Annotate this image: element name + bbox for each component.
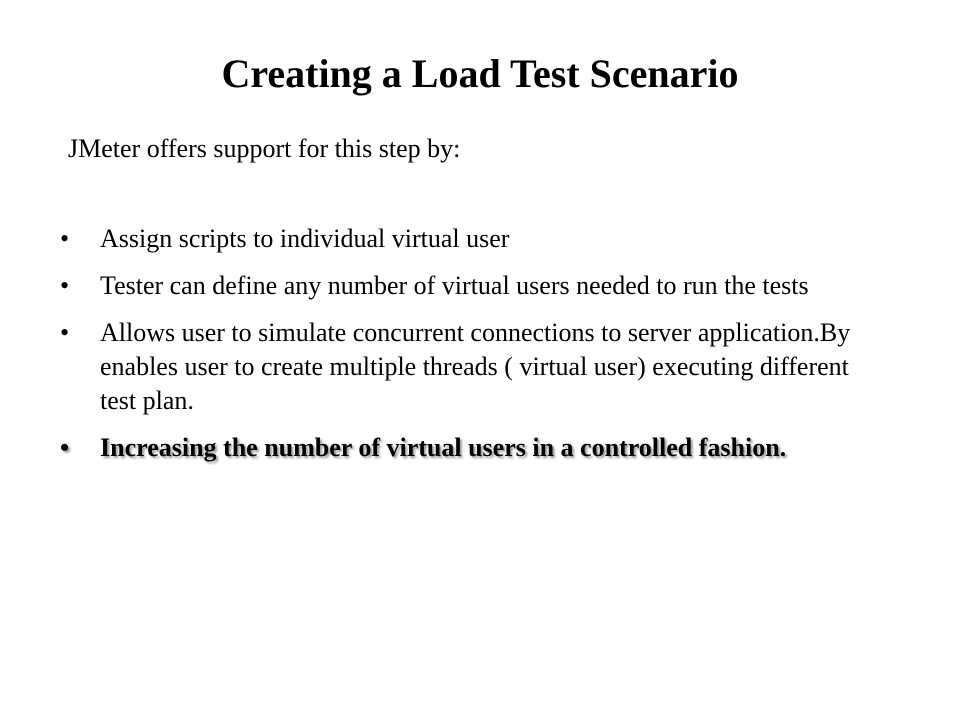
bullet-list bbox=[60, 222, 860, 478]
bullet-icon: • bbox=[60, 433, 70, 462]
list-item bbox=[60, 222, 860, 256]
list-item bbox=[60, 269, 860, 303]
bullet-icon: • bbox=[60, 271, 70, 300]
bullet-text: Tester can define any number of virtual users needed to run the tests bbox=[100, 271, 809, 300]
intro-text: JMeter offers support for this step by: bbox=[68, 134, 461, 163]
bullet-text: Assign scripts to individual virtual user bbox=[100, 224, 510, 253]
list-item-emphasized bbox=[60, 431, 860, 465]
bullet-icon: • bbox=[60, 318, 70, 347]
list-item bbox=[60, 316, 860, 418]
slide-title: Creating a Load Test Scenario bbox=[221, 51, 739, 96]
bullet-text: Increasing the number of virtual users in a controlled fashion. bbox=[100, 433, 787, 462]
bullet-icon: • bbox=[60, 224, 70, 253]
bullet-text: Allows user to simulate concurrent connections to server application.By enables user to create multiple threads ( virtual user) executing different test plan. bbox=[100, 318, 851, 415]
